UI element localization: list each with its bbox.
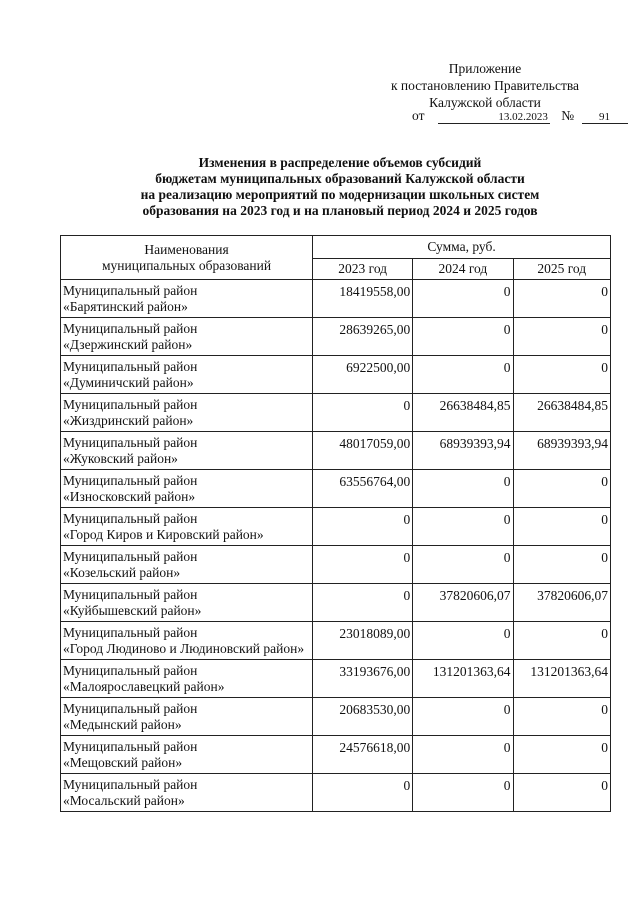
amount-2024: 0	[413, 280, 513, 318]
amount-2025: 0	[513, 280, 610, 318]
amount-2025: 0	[513, 774, 610, 812]
municipality-title: «Куйбышевский район»	[63, 603, 202, 618]
municipality-name	[61, 432, 313, 470]
table-row	[61, 280, 611, 318]
decree-date: 13.02.2023	[438, 111, 550, 124]
municipality-name	[61, 394, 313, 432]
header-sum: Сумма, руб.	[313, 236, 611, 259]
table-row	[61, 470, 611, 508]
amount-2024: 0	[413, 774, 513, 812]
annex-header	[360, 60, 610, 111]
title-line-3: на реализацию мероприятий по модернизации школьных систем	[140, 187, 540, 202]
annex-line-2: к постановлению Правительства	[390, 78, 580, 93]
table-row	[61, 432, 611, 470]
municipality-title: «Город Людиново и Людиновский район»	[63, 641, 305, 656]
amount-2025: 131201363,64	[513, 660, 610, 698]
amount-2024: 0	[413, 546, 513, 584]
municipality-name	[61, 546, 313, 584]
amount-2025: 0	[513, 318, 610, 356]
amount-2023: 0	[313, 774, 413, 812]
amount-2024: 0	[413, 736, 513, 774]
municipality-type: Муниципальный район	[63, 587, 198, 602]
amount-2024: 0	[413, 698, 513, 736]
header-name-line-2: муниципальных образований	[102, 257, 272, 273]
number-label: №	[561, 108, 575, 123]
municipality-title: «Думиничский район»	[63, 375, 194, 390]
table-row	[61, 356, 611, 394]
municipality-name	[61, 508, 313, 546]
table-row	[61, 508, 611, 546]
header-year-2023: 2023 год	[313, 259, 413, 280]
amount-2023: 6922500,00	[313, 356, 413, 394]
table-row	[61, 546, 611, 584]
amount-2023: 0	[313, 394, 413, 432]
amount-2024: 0	[413, 470, 513, 508]
table-row	[61, 774, 611, 812]
municipality-name	[61, 356, 313, 394]
municipality-name	[61, 470, 313, 508]
header-name	[61, 236, 313, 280]
amount-2023: 48017059,00	[313, 432, 413, 470]
table-row	[61, 394, 611, 432]
municipality-title: «Медынский район»	[63, 717, 182, 732]
amount-2023: 63556764,00	[313, 470, 413, 508]
municipality-title: «Малоярославецкий район»	[63, 679, 225, 694]
amount-2023: 0	[313, 584, 413, 622]
municipality-name	[61, 622, 313, 660]
municipality-type: Муниципальный район	[63, 283, 198, 298]
header-year-2025: 2025 год	[513, 259, 610, 280]
amount-2024: 0	[413, 356, 513, 394]
amount-2025: 0	[513, 698, 610, 736]
municipality-name	[61, 318, 313, 356]
annex-reference	[412, 108, 628, 124]
municipality-name	[61, 660, 313, 698]
amount-2025: 0	[513, 356, 610, 394]
amount-2025: 0	[513, 736, 610, 774]
municipality-title: «Барятинский район»	[63, 299, 188, 314]
municipality-name	[61, 774, 313, 812]
amount-2024: 0	[413, 622, 513, 660]
amount-2024: 0	[413, 508, 513, 546]
municipality-title: «Жиздринский район»	[63, 413, 194, 428]
amount-2023: 18419558,00	[313, 280, 413, 318]
amount-2024: 131201363,64	[413, 660, 513, 698]
title-line-2: бюджетам муниципальных образований Калужской области	[155, 171, 525, 186]
subsidy-table	[60, 235, 611, 812]
table-row	[61, 622, 611, 660]
amount-2023: 20683530,00	[313, 698, 413, 736]
municipality-title: «Город Киров и Кировский район»	[63, 527, 264, 542]
amount-2024: 68939393,94	[413, 432, 513, 470]
municipality-type: Муниципальный район	[63, 359, 198, 374]
municipality-type: Муниципальный район	[63, 701, 198, 716]
municipality-title: «Козельский район»	[63, 565, 181, 580]
table-row	[61, 660, 611, 698]
table-row	[61, 318, 611, 356]
amount-2024: 26638484,85	[413, 394, 513, 432]
title-line-4: образования на 2023 год и на плановый период 2024 и 2025 годов	[142, 203, 538, 218]
amount-2023: 24576618,00	[313, 736, 413, 774]
table-row	[61, 736, 611, 774]
municipality-title: «Износковский район»	[63, 489, 196, 504]
amount-2025: 0	[513, 546, 610, 584]
municipality-name	[61, 736, 313, 774]
amount-2025: 0	[513, 508, 610, 546]
municipality-title: «Жуковский район»	[63, 451, 178, 466]
municipality-type: Муниципальный район	[63, 473, 198, 488]
amount-2025: 37820606,07	[513, 584, 610, 622]
municipality-type: Муниципальный район	[63, 777, 198, 792]
header-year-2024: 2024 год	[413, 259, 513, 280]
amount-2024: 0	[413, 318, 513, 356]
amount-2024: 37820606,07	[413, 584, 513, 622]
municipality-name	[61, 698, 313, 736]
title-line-1: Изменения в распределение объемов субсидий	[198, 155, 482, 170]
amount-2023: 0	[313, 508, 413, 546]
table-row	[61, 698, 611, 736]
amount-2023: 0	[313, 546, 413, 584]
amount-2023: 23018089,00	[313, 622, 413, 660]
municipality-title: «Мосальский район»	[63, 793, 185, 808]
municipality-type: Муниципальный район	[63, 435, 198, 450]
municipality-name	[61, 584, 313, 622]
municipality-name	[61, 280, 313, 318]
amount-2025: 68939393,94	[513, 432, 610, 470]
document-title	[40, 155, 640, 219]
municipality-type: Муниципальный район	[63, 511, 198, 526]
amount-2025: 0	[513, 470, 610, 508]
amount-2023: 33193676,00	[313, 660, 413, 698]
municipality-title: «Дзержинский район»	[63, 337, 193, 352]
municipality-title: «Мещовский район»	[63, 755, 183, 770]
table-row	[61, 584, 611, 622]
from-label: от	[412, 108, 425, 123]
municipality-type: Муниципальный район	[63, 739, 198, 754]
municipality-type: Муниципальный район	[63, 321, 198, 336]
amount-2025: 26638484,85	[513, 394, 610, 432]
annex-line-3: Калужской области	[429, 95, 541, 110]
municipality-type: Муниципальный район	[63, 663, 198, 678]
annex-line-1: Приложение	[448, 61, 522, 76]
municipality-type: Муниципальный район	[63, 625, 198, 640]
header-name-line-1: Наименования	[144, 241, 229, 257]
amount-2025: 0	[513, 622, 610, 660]
municipality-type: Муниципальный район	[63, 549, 198, 564]
amount-2023: 28639265,00	[313, 318, 413, 356]
municipality-type: Муниципальный район	[63, 397, 198, 412]
decree-number: 91	[582, 111, 628, 124]
